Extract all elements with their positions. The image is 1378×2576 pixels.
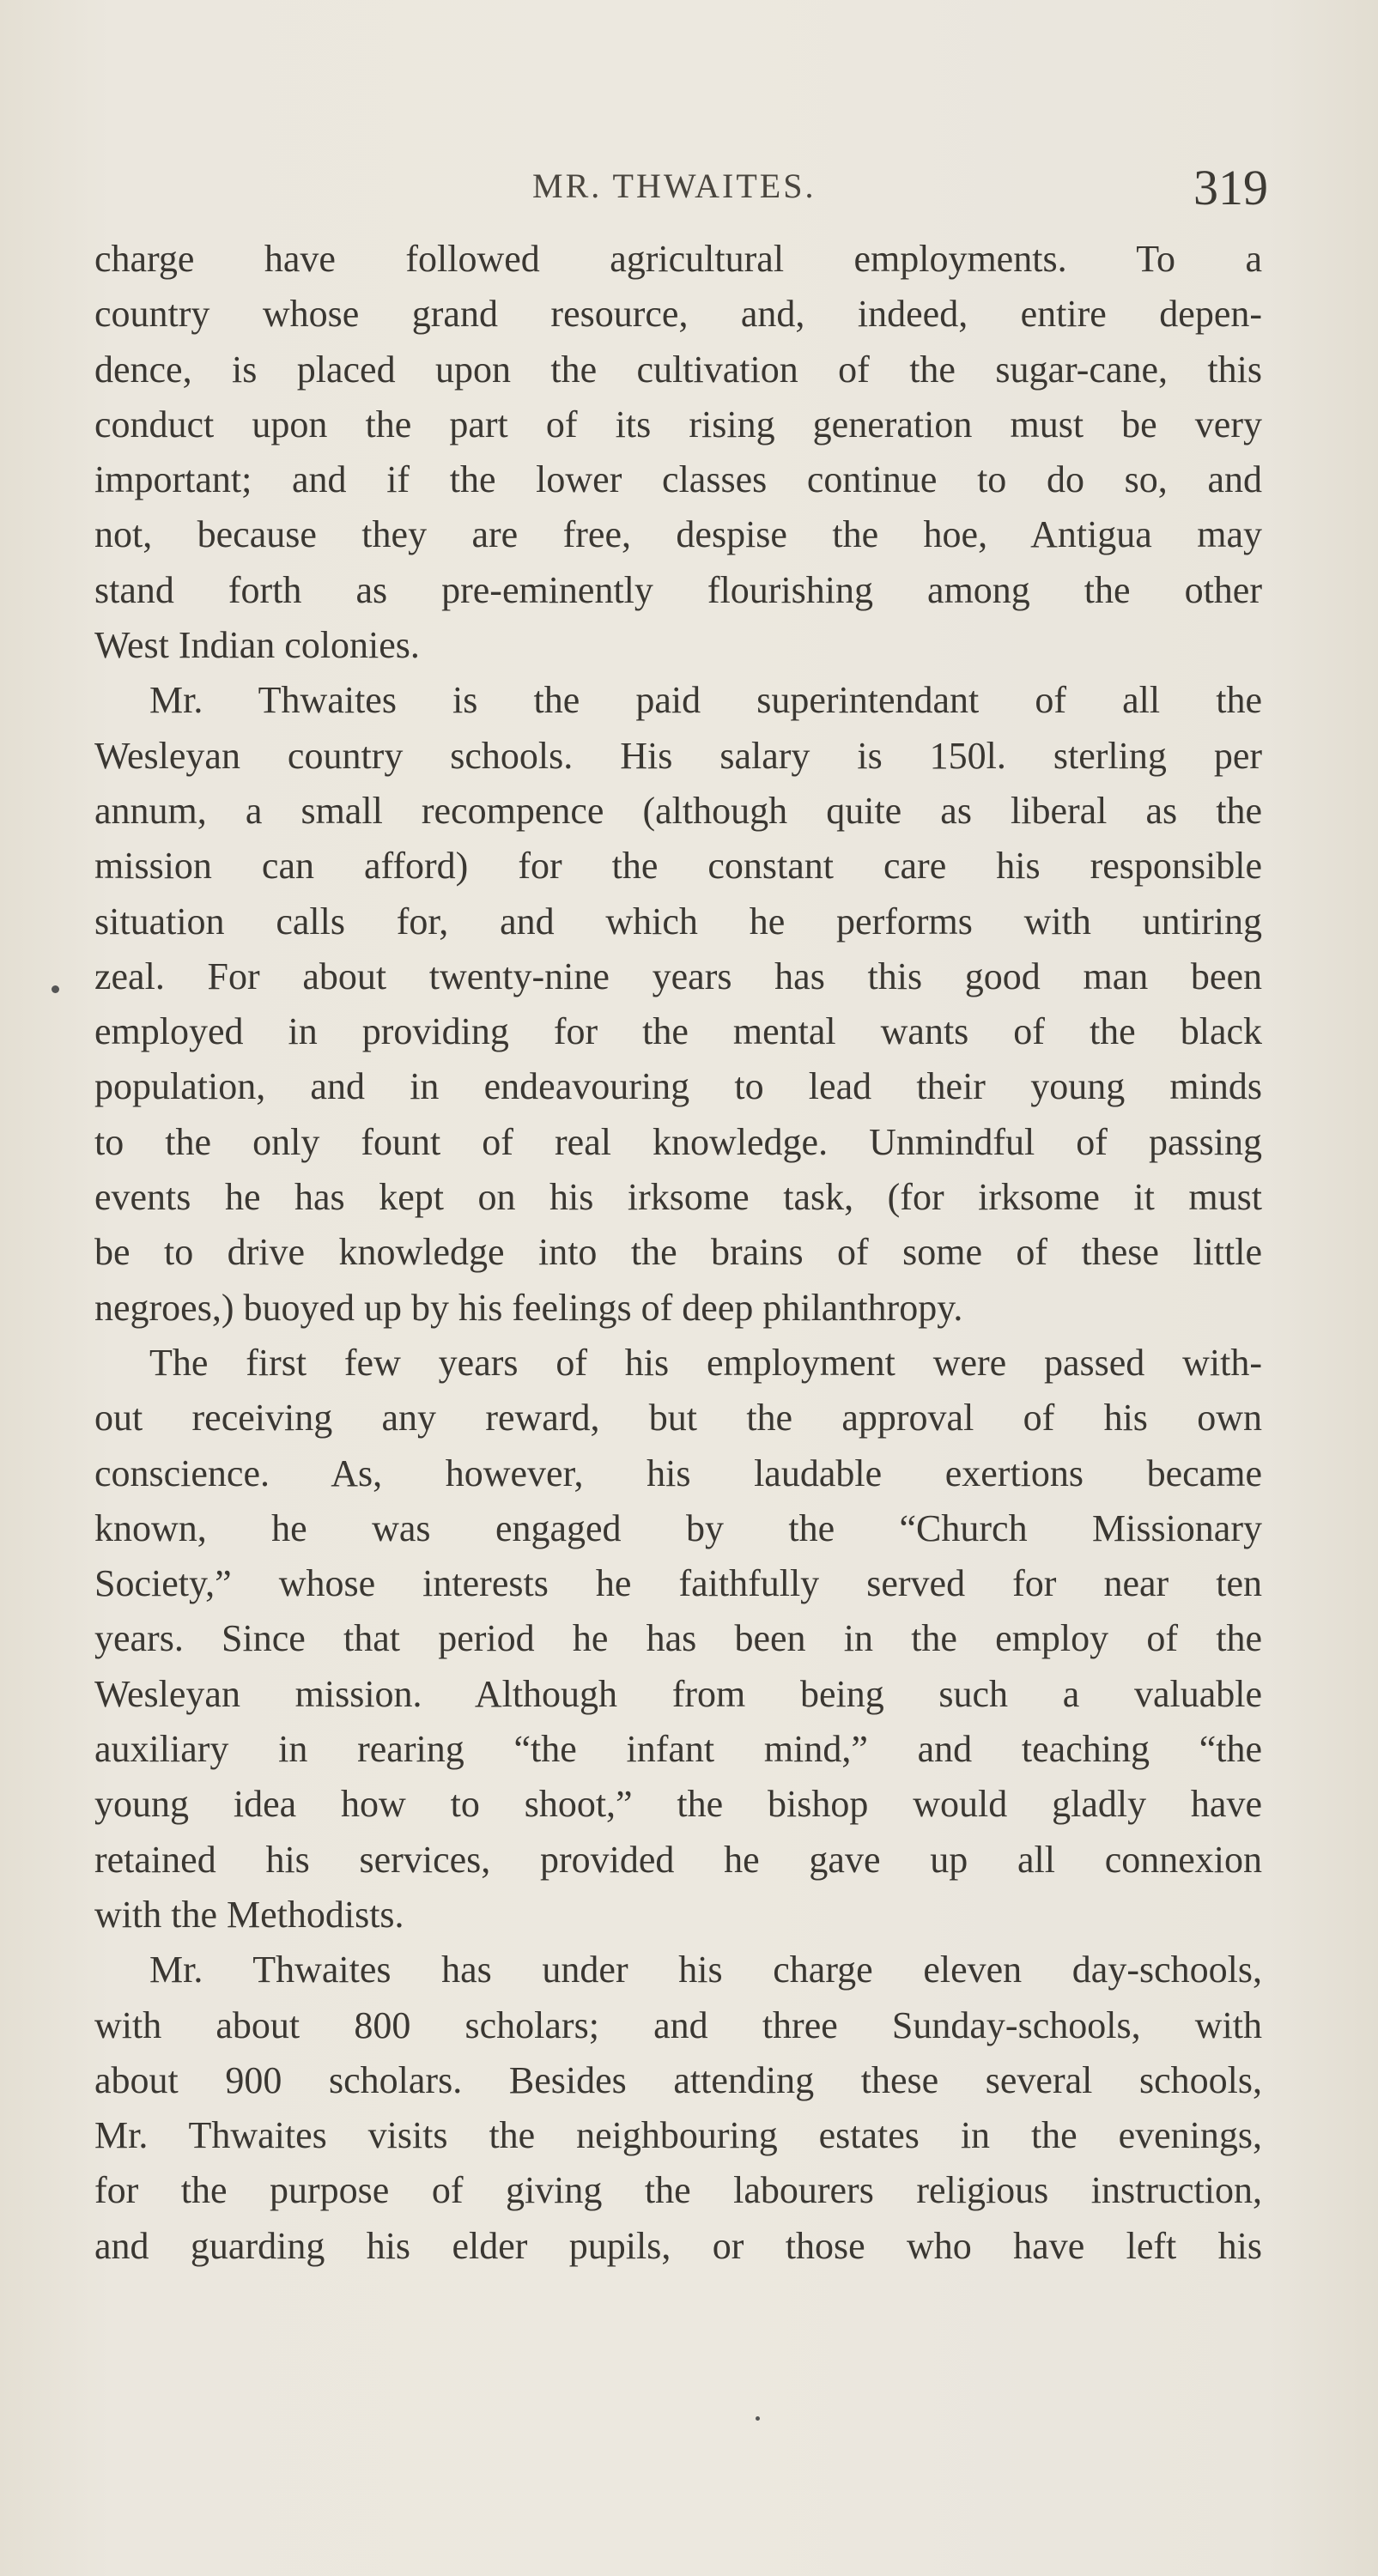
ink-speck — [52, 985, 59, 993]
text-line: important; and if the lower classes continue to do so, and — [94, 458, 1262, 501]
text-line: Wesleyan mission. Although from being such a valuable — [94, 1672, 1262, 1715]
text-line: out receiving any reward, but the approval of his own — [94, 1397, 1262, 1440]
text-line: young idea how to shoot,” the bishop would gladly have — [94, 1783, 1262, 1826]
text-line: events he has kept on his irksome task, (for irksome it must — [94, 1176, 1262, 1219]
text-line: known, he was engaged by the “Church Missionary — [94, 1506, 1262, 1549]
page-header — [0, 159, 1378, 219]
text-line: years. Since that period he has been in the employ of the — [94, 1617, 1262, 1660]
text-line: with the Methodists. — [94, 1893, 404, 1936]
text-line: Mr. Thwaites is the paid superintendant of all the — [149, 679, 1262, 722]
body-text — [94, 232, 1262, 2274]
text-line: Mr. Thwaites visits the neighbouring estates in the evenings, — [94, 2114, 1262, 2157]
text-line: situation calls for, and which he performs with untiring — [94, 900, 1262, 943]
text-line: to the only fount of real knowledge. Unmindful of passing — [94, 1120, 1262, 1163]
running-head: MR. THWAITES. — [532, 167, 816, 205]
text-line: be to drive knowledge into the brains of some of these little — [94, 1231, 1262, 1274]
text-line: The first few years of his employment were passed with- — [149, 1341, 1262, 1384]
text-line: and guarding his elder pupils, or those who have left his — [94, 2224, 1262, 2267]
text-line: zeal. For about twenty-nine years has this good man been — [94, 955, 1262, 997]
text-line: conscience. As, however, his laudable exertions became — [94, 1452, 1262, 1494]
text-line: Wesleyan country schools. His salary is 150l. sterling per — [94, 734, 1262, 777]
text-line: not, because they are free, despise the hoe, Antigua may — [94, 513, 1262, 556]
ink-speck — [756, 2416, 760, 2421]
text-line: Mr. Thwaites has under his charge eleven day-schools, — [149, 1949, 1262, 1991]
text-line: dence, is placed upon the cultivation of the sugar-cane, this — [94, 348, 1262, 391]
text-line: West Indian colonies. — [94, 624, 420, 667]
text-line: annum, a small recompence (although quite as liberal as the — [94, 789, 1262, 832]
text-line: auxiliary in rearing “the infant mind,” and teaching “the — [94, 1728, 1262, 1771]
text-line: mission can afford) for the constant care his responsible — [94, 845, 1262, 888]
text-line: retained his services, provided he gave up all connexion — [94, 1838, 1262, 1881]
text-line: about 900 scholars. Besides attending these several schools, — [94, 2058, 1262, 2101]
text-line: for the purpose of giving the labourers religious instruction, — [94, 2169, 1262, 2212]
text-line: population, and in endeavouring to lead their young minds — [94, 1065, 1262, 1108]
text-line: stand forth as pre-eminently flourishing among the other — [94, 568, 1262, 611]
text-line: Society,” whose interests he faithfully served for near ten — [94, 1562, 1262, 1605]
text-line: with about 800 scholars; and three Sunday-schools, with — [94, 2003, 1262, 2046]
page-number: 319 — [1193, 160, 1268, 215]
text-line: country whose grand resource, and, indeed, entire depen- — [94, 293, 1262, 336]
text-line: charge have followed agricultural employments. To a — [94, 238, 1262, 280]
text-line: negroes,) buoyed up by his feelings of deep philanthropy. — [94, 1286, 963, 1329]
text-line: conduct upon the part of its rising generation must be very — [94, 403, 1262, 445]
text-line: employed in providing for the mental wants of the black — [94, 1010, 1262, 1053]
